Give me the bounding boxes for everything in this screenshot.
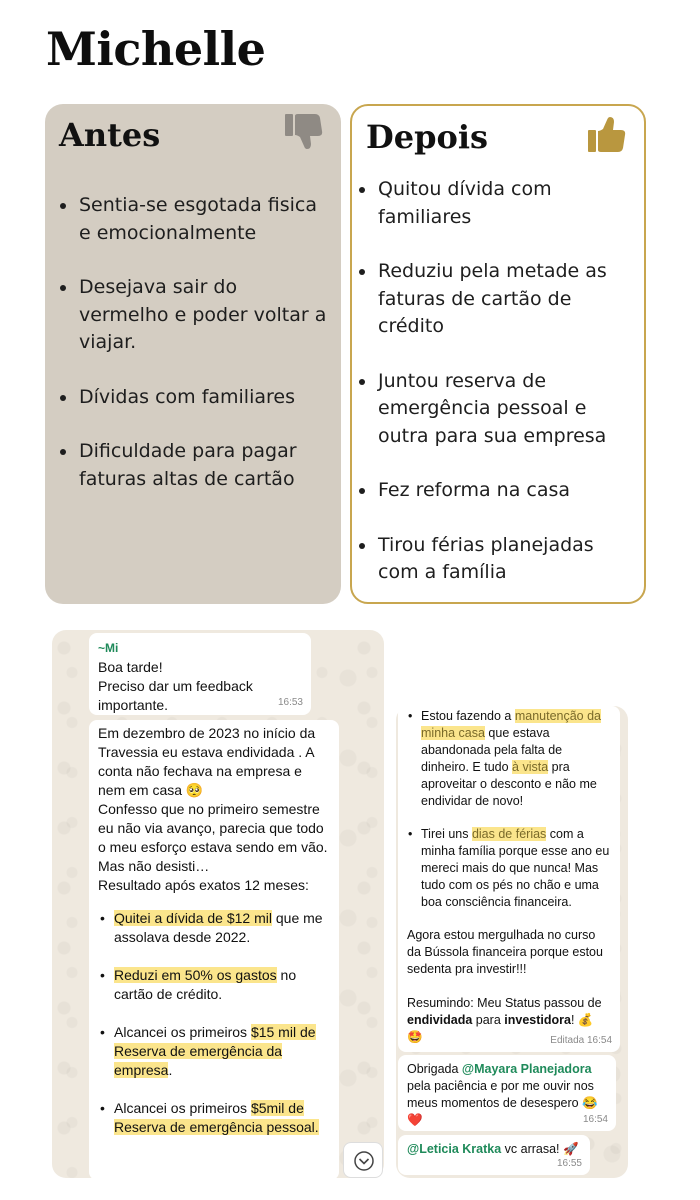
highlight: Reduzi em 50% os gastos: [114, 967, 277, 983]
text: investidora: [504, 1013, 571, 1027]
results-list: [98, 909, 330, 1137]
message-time: Editada 16:54: [550, 1035, 612, 1046]
thumbs-up-icon: [588, 116, 626, 156]
text: que me assolava desde 2022.: [114, 910, 323, 945]
highlight: dias de férias: [471, 827, 547, 841]
chat-message: [89, 633, 311, 715]
text: no cartão de crédito.: [114, 967, 297, 1002]
list-item: [98, 966, 330, 1004]
list-item: Tirou férias planejadas com a família: [378, 532, 630, 587]
mention-link[interactable]: @Leticia Kratka: [407, 1142, 502, 1156]
before-card: [45, 104, 341, 604]
list-item: Quitou dívida com familiares: [378, 176, 630, 231]
text: Resumindo: Meu Status passou de: [407, 996, 602, 1010]
chat-message: [398, 706, 620, 1052]
text: vc arrasa! 🚀: [501, 1142, 579, 1156]
message-line: Mas não desisti…: [98, 858, 210, 874]
list-item: [98, 1099, 330, 1137]
updates-list: [407, 708, 611, 911]
text: Alcancei os primeiros: [114, 1100, 251, 1116]
message-paragraph: Em dezembro de 2023 no início da Travessia eu estava endividada . A conta não fechava na empresa e nem em casa 🥺: [98, 725, 316, 798]
list-item: Desejava sair do vermelho e poder voltar a viajar.: [79, 274, 327, 357]
text: .: [168, 1062, 173, 1078]
page-title: Michelle: [46, 22, 266, 76]
message-time: 16:54: [582, 1114, 608, 1125]
mention-link[interactable]: @Mayara Planejadora: [461, 1062, 592, 1076]
chat-message: [398, 1055, 616, 1131]
list-item: Juntou reserva de emergência pessoal e outra para sua empresa: [378, 368, 630, 451]
list-item: Dificuldade para pagar faturas altas de cartão: [79, 438, 327, 493]
message-time: 16:55: [556, 1158, 582, 1169]
message-line: Resultado após exatos 12 meses:: [98, 877, 309, 893]
text: Obrigada: [407, 1062, 462, 1076]
message-line: Preciso dar um feedback: [98, 678, 253, 694]
list-item: [407, 708, 611, 810]
list-item: [98, 909, 330, 947]
message-paragraph: Agora estou mergulhada no curso da Bússola financeira porque estou sedenta pra investir!!!: [407, 928, 603, 976]
text: Alcancei os primeiros: [114, 1024, 251, 1040]
chat-message: [398, 1135, 590, 1175]
list-item: [407, 826, 611, 911]
message-paragraph: Confesso que no primeiro semestre eu não via avanço, parecia que todo o meu esforço estava sendo em vão.: [98, 801, 328, 855]
message-sender: ~Mi: [98, 641, 119, 655]
list-item: Reduziu pela metade as faturas de cartão de crédito: [378, 258, 630, 341]
text: pra aproveitar o desconto e não me endividar de novo!: [421, 760, 597, 808]
before-heading: Antes: [59, 116, 161, 154]
after-card: [350, 104, 646, 604]
before-list: [79, 192, 327, 520]
scroll-down-button[interactable]: [343, 1142, 383, 1178]
list-item: Sentia-se esgotada fisica e emocionalmente: [79, 192, 327, 247]
highlight: à vista: [512, 760, 549, 774]
text: ! 💰 🤩: [407, 1013, 594, 1044]
chat-message: [89, 720, 339, 1180]
highlight: $15 mil de Reserva de emergência da empresa: [114, 1024, 316, 1078]
chevron-down-icon: [344, 1143, 384, 1179]
text: endividada: [407, 1013, 473, 1027]
list-item: Dívidas com familiares: [79, 384, 327, 412]
text: Estou fazendo a: [421, 709, 515, 723]
highlight: Quitei a dívida de $12 mil: [114, 910, 272, 926]
list-item: [98, 1023, 330, 1080]
text: que estava abandonada pela falta de dinheiro. E tudo: [421, 726, 563, 774]
text: Tirei uns: [421, 827, 472, 841]
thumbs-down-icon: [285, 114, 323, 154]
text: para: [472, 1013, 505, 1027]
highlight: manutenção da minha casa: [421, 709, 602, 740]
list-item: Fez reforma na casa: [378, 477, 630, 505]
highlight: $5mil de Reserva de emergência pessoal.: [114, 1100, 319, 1135]
message-line: importante.: [98, 697, 169, 713]
text: pela paciência e por me ouvir nos meus momentos de desespero 😂 ❤️: [407, 1079, 598, 1127]
after-list: [378, 176, 630, 614]
message-time: 16:53: [277, 697, 303, 708]
message-line: Boa tarde!: [98, 659, 163, 675]
after-heading: Depois: [366, 118, 488, 156]
text: com a minha família porque esse ano eu mereci mais do que nunca! Mas tudo com os pés no chão e uma boa consciência financeira.: [421, 827, 610, 909]
